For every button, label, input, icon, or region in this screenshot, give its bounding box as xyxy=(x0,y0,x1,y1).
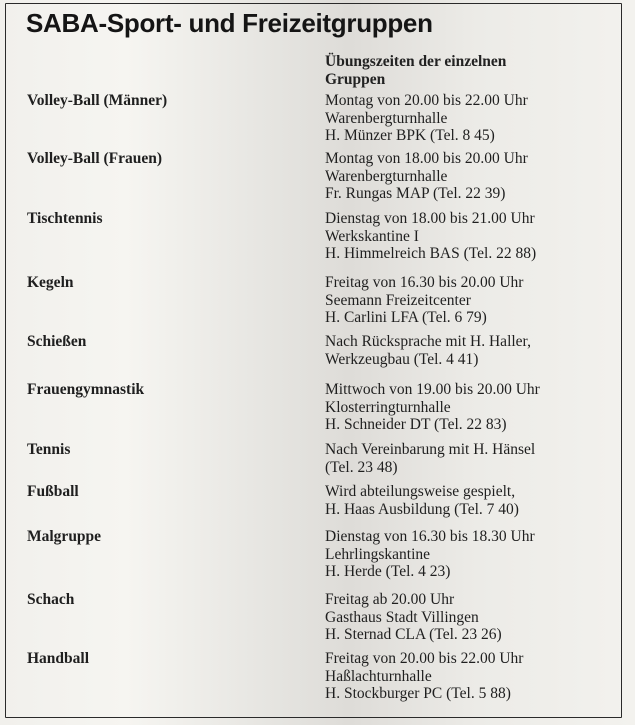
group-schedule xyxy=(325,210,536,263)
schedule-line: Dienstag von 16.30 bis 18.30 Uhr xyxy=(325,528,535,545)
group-schedule xyxy=(325,333,531,368)
group-schedule xyxy=(325,528,535,581)
schedule-line: Mittwoch von 19.00 bis 20.00 Uhr xyxy=(325,381,540,398)
group-name: Frauengymnastik xyxy=(27,381,145,398)
group-schedule xyxy=(325,483,519,518)
schedule-line: Klosterringturnhalle xyxy=(325,398,451,416)
schedule-line: H. Herde (Tel. 4 23) xyxy=(325,563,451,581)
schedule-line: Fr. Rungas MAP (Tel. 22 39) xyxy=(325,185,506,203)
column-header-line: Übungszeiten der einzelnen xyxy=(325,53,507,70)
schedule-line: Freitag von 16.30 bis 20.00 Uhr xyxy=(325,274,524,291)
schedule-line: H. Stockburger PC (Tel. 5 88) xyxy=(325,685,511,703)
schedule-line: Haßlachturnhalle xyxy=(325,667,432,685)
column-header xyxy=(325,53,506,89)
schedule-line: H. Carlini LFA (Tel. 6 79) xyxy=(325,309,487,327)
group-name: Fußball xyxy=(27,483,79,500)
group-name: Volley-Ball (Frauen) xyxy=(27,150,163,167)
group-name: Handball xyxy=(27,650,90,667)
group-schedule xyxy=(325,92,528,145)
schedule-line: Warenbergturnhalle xyxy=(325,167,448,185)
schedule-line: Seemann Freizeitcenter xyxy=(325,291,471,309)
group-name: Kegeln xyxy=(27,274,74,291)
group-schedule xyxy=(325,441,535,476)
schedule-line: Warenbergturnhalle xyxy=(325,109,448,127)
schedule-line: Montag von 20.00 bis 22.00 Uhr xyxy=(325,92,528,109)
schedule-line: H. Haas Ausbildung (Tel. 7 40) xyxy=(325,500,519,518)
schedule-line: Werkskantine I xyxy=(325,227,419,245)
group-schedule xyxy=(325,650,523,703)
group-name: Malgruppe xyxy=(27,528,102,545)
schedule-line: H. Schneider DT (Tel. 22 83) xyxy=(325,416,507,434)
schedule-line: H. Sternad CLA (Tel. 23 26) xyxy=(325,626,502,644)
group-schedule xyxy=(325,150,528,203)
group-schedule xyxy=(325,274,523,327)
schedule-line: Freitag ab 20.00 Uhr xyxy=(325,591,455,608)
schedule-line: Nach Vereinbarung mit H. Hänsel xyxy=(325,441,536,458)
group-name: Schießen xyxy=(27,333,87,350)
schedule-line: H. Himmelreich BAS (Tel. 22 88) xyxy=(325,245,537,263)
schedule-line: Werkzeugbau (Tel. 4 41) xyxy=(325,350,479,368)
schedule-line: Gasthaus Stadt Villingen xyxy=(325,608,479,626)
schedule-line: Nach Rücksprache mit H. Haller, xyxy=(325,333,531,350)
column-header-line: Gruppen xyxy=(325,71,386,88)
schedule-line: Freitag von 20.00 bis 22.00 Uhr xyxy=(325,650,524,667)
schedule-line: (Tel. 23 48) xyxy=(325,458,398,476)
schedule-line: Lehrlingskantine xyxy=(325,545,431,563)
group-name: Tischtennis xyxy=(27,210,103,227)
schedule-line: Dienstag von 18.00 bis 21.00 Uhr xyxy=(325,210,535,227)
group-schedule xyxy=(325,381,540,434)
group-name: Tennis xyxy=(27,441,71,458)
group-schedule xyxy=(325,591,502,644)
page-title: SABA-Sport- und Freizeitgruppen xyxy=(26,8,433,38)
schedule-line: Wird abteilungsweise gespielt, xyxy=(325,483,516,500)
schedule-line: H. Münzer BPK (Tel. 8 45) xyxy=(325,127,495,145)
group-name: Volley-Ball (Männer) xyxy=(27,92,168,109)
group-name: Schach xyxy=(27,591,75,608)
schedule-line: Montag von 18.00 bis 20.00 Uhr xyxy=(325,150,528,167)
